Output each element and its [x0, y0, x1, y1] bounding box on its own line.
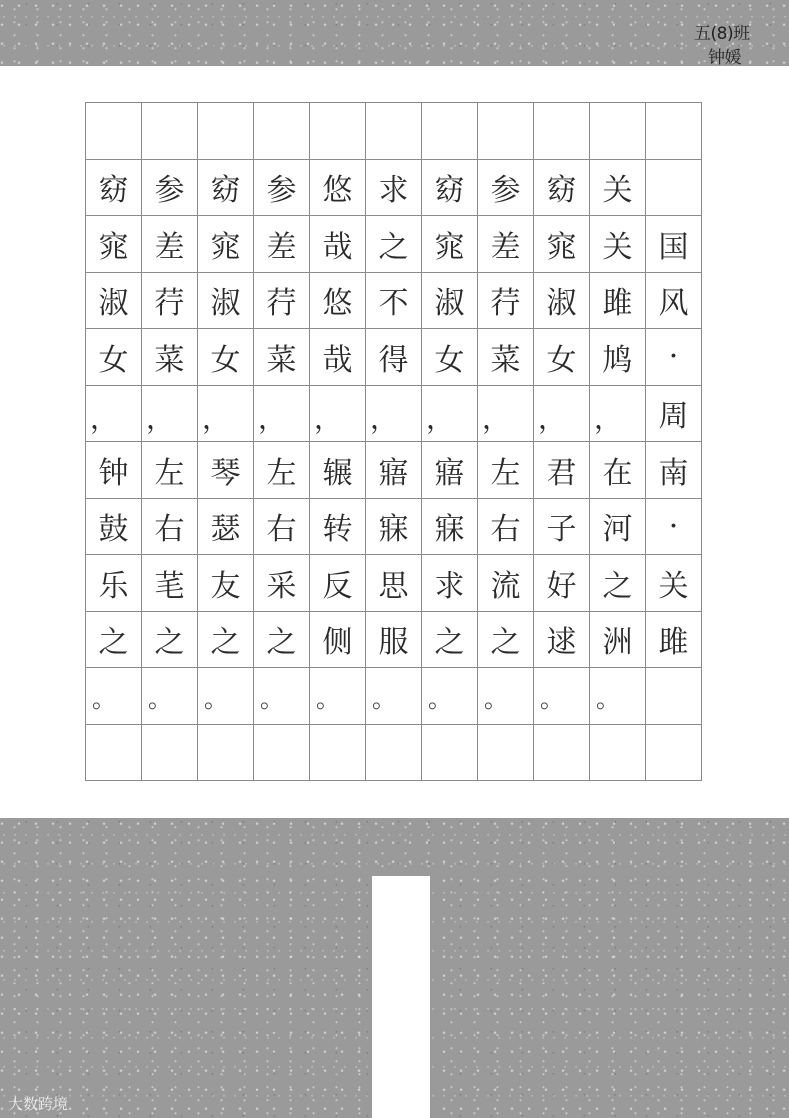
grid-cell: 窈	[86, 160, 142, 217]
grid-cell: 好	[534, 555, 590, 612]
grid-cell: 琴	[198, 442, 254, 499]
grid-cell: 芼	[142, 555, 198, 612]
grid-cell: 钟	[86, 442, 142, 499]
grid-cell: 雎	[646, 612, 702, 669]
grid-cell	[142, 103, 198, 160]
grid-cell	[142, 725, 198, 782]
grid-cell: ，	[590, 386, 646, 443]
grid-cell	[534, 725, 590, 782]
grid-cell: ，	[310, 386, 366, 443]
grid-cell	[86, 725, 142, 782]
grid-cell	[198, 725, 254, 782]
grid-cell: 窕	[422, 216, 478, 273]
grid-cell: 窕	[534, 216, 590, 273]
grid-cell	[422, 725, 478, 782]
grid-cell	[534, 103, 590, 160]
grid-cell: ，	[142, 386, 198, 443]
student-name: 钟媛	[708, 48, 741, 68]
grid-cell: 。	[86, 668, 142, 725]
grid-cell: 风	[646, 273, 702, 330]
grid-cell: 淑	[534, 273, 590, 330]
grid-cell: 辗	[310, 442, 366, 499]
grid-cell: ，	[198, 386, 254, 443]
grid-cell: 菜	[254, 329, 310, 386]
grid-cell: 友	[198, 555, 254, 612]
grid-cell	[366, 725, 422, 782]
grid-cell	[646, 160, 702, 217]
grid-cell: ·	[646, 499, 702, 556]
grid-cell: 荇	[478, 273, 534, 330]
grid-cell: 。	[534, 668, 590, 725]
grid-cell: 。	[310, 668, 366, 725]
grid-cell: 之	[198, 612, 254, 669]
grid-cell: 周	[646, 386, 702, 443]
grid-cell: 左	[254, 442, 310, 499]
grid-cell: 。	[478, 668, 534, 725]
grid-cell: 。	[254, 668, 310, 725]
grid-cell	[366, 103, 422, 160]
grid-cell	[590, 103, 646, 160]
grid-cell: 差	[254, 216, 310, 273]
grid-cell: 。	[366, 668, 422, 725]
grid-cell	[254, 103, 310, 160]
grid-cell: 女	[86, 329, 142, 386]
grid-cell: 悠	[310, 160, 366, 217]
grid-cell: 之	[366, 216, 422, 273]
grid-cell: 右	[254, 499, 310, 556]
grid-cell: 逑	[534, 612, 590, 669]
grid-cell: 。	[142, 668, 198, 725]
grid-cell: 河	[590, 499, 646, 556]
grid-cell	[590, 725, 646, 782]
grid-cell	[254, 725, 310, 782]
grid-cell: 转	[310, 499, 366, 556]
grid-cell: 参	[254, 160, 310, 217]
grid-cell: 哉	[310, 216, 366, 273]
grid-cell: 乐	[86, 555, 142, 612]
grid-cell: 之	[254, 612, 310, 669]
grid-cell: 菜	[142, 329, 198, 386]
grid-cell: 女	[534, 329, 590, 386]
grid-cell: 差	[478, 216, 534, 273]
grid-cell: 窕	[198, 216, 254, 273]
grid-cell: 得	[366, 329, 422, 386]
grid-cell: 君	[534, 442, 590, 499]
grid-cell: 悠	[310, 273, 366, 330]
grid-cell: 窈	[198, 160, 254, 217]
grid-cell: 淑	[422, 273, 478, 330]
grid-cell: 南	[646, 442, 702, 499]
grid-cell: 女	[198, 329, 254, 386]
grid-cell: 鸠	[590, 329, 646, 386]
grid-cell: 思	[366, 555, 422, 612]
writing-grid	[85, 102, 702, 781]
grid-cell: 之	[422, 612, 478, 669]
grid-cell: ，	[534, 386, 590, 443]
top-gray-band	[0, 0, 789, 66]
grid-cell: 反	[310, 555, 366, 612]
paper-tab	[372, 876, 430, 1118]
grid-cell: 淑	[86, 273, 142, 330]
grid-cell: 关	[590, 160, 646, 217]
grid-cell: 差	[142, 216, 198, 273]
grid-cell: 之	[478, 612, 534, 669]
grid-cell	[422, 103, 478, 160]
grid-cell: ，	[254, 386, 310, 443]
grid-cell: 左	[478, 442, 534, 499]
grid-cell: 洲	[590, 612, 646, 669]
grid-cell: 之	[590, 555, 646, 612]
grid-cell: 淑	[198, 273, 254, 330]
grid-cell: 窕	[86, 216, 142, 273]
grid-cell: 寤	[422, 442, 478, 499]
grid-cell: 寐	[422, 499, 478, 556]
grid-cell	[646, 725, 702, 782]
grid-cell: 之	[86, 612, 142, 669]
grid-cell: 在	[590, 442, 646, 499]
grid-cell: ，	[422, 386, 478, 443]
grid-cell: 服	[366, 612, 422, 669]
grid-cell: 女	[422, 329, 478, 386]
grid-cell: 鼓	[86, 499, 142, 556]
grid-cell: 子	[534, 499, 590, 556]
watermark: 大数跨境	[8, 1095, 69, 1113]
grid-cell: 不	[366, 273, 422, 330]
grid-cell: 关	[646, 555, 702, 612]
grid-cell: 窈	[534, 160, 590, 217]
grid-cell: 菜	[478, 329, 534, 386]
grid-cell: ，	[478, 386, 534, 443]
grid-cell: 。	[198, 668, 254, 725]
class-label: 五(8)班	[694, 24, 750, 44]
grid-cell: 窈	[422, 160, 478, 217]
grid-cell: 求	[422, 555, 478, 612]
grid-cell	[310, 103, 366, 160]
grid-cell: 侧	[310, 612, 366, 669]
grid-cell: 流	[478, 555, 534, 612]
grid-cell	[198, 103, 254, 160]
grid-cell: 寤	[366, 442, 422, 499]
grid-cell	[478, 725, 534, 782]
grid-cell: ·	[646, 329, 702, 386]
grid-cell: 。	[422, 668, 478, 725]
grid-cell: 。	[590, 668, 646, 725]
grid-cell	[86, 103, 142, 160]
grid-cell: 雎	[590, 273, 646, 330]
grid-cell	[478, 103, 534, 160]
grid-cell: 参	[478, 160, 534, 217]
grid-cell: 寐	[366, 499, 422, 556]
grid-cell: ，	[366, 386, 422, 443]
grid-cell: 荇	[254, 273, 310, 330]
grid-cell	[646, 668, 702, 725]
grid-cell: 荇	[142, 273, 198, 330]
grid-cell: 参	[142, 160, 198, 217]
grid-cell	[646, 103, 702, 160]
grid-cell: 关	[590, 216, 646, 273]
grid-cell: 瑟	[198, 499, 254, 556]
grid-cell: 右	[478, 499, 534, 556]
author-label	[694, 22, 770, 70]
grid-cell: 哉	[310, 329, 366, 386]
grid-cell: 求	[366, 160, 422, 217]
grid-cell: 左	[142, 442, 198, 499]
grid-cell: ，	[86, 386, 142, 443]
grid-cell: 采	[254, 555, 310, 612]
grid-cell	[310, 725, 366, 782]
grid-cell: 国	[646, 216, 702, 273]
grid-cell: 右	[142, 499, 198, 556]
grid-cell: 之	[142, 612, 198, 669]
